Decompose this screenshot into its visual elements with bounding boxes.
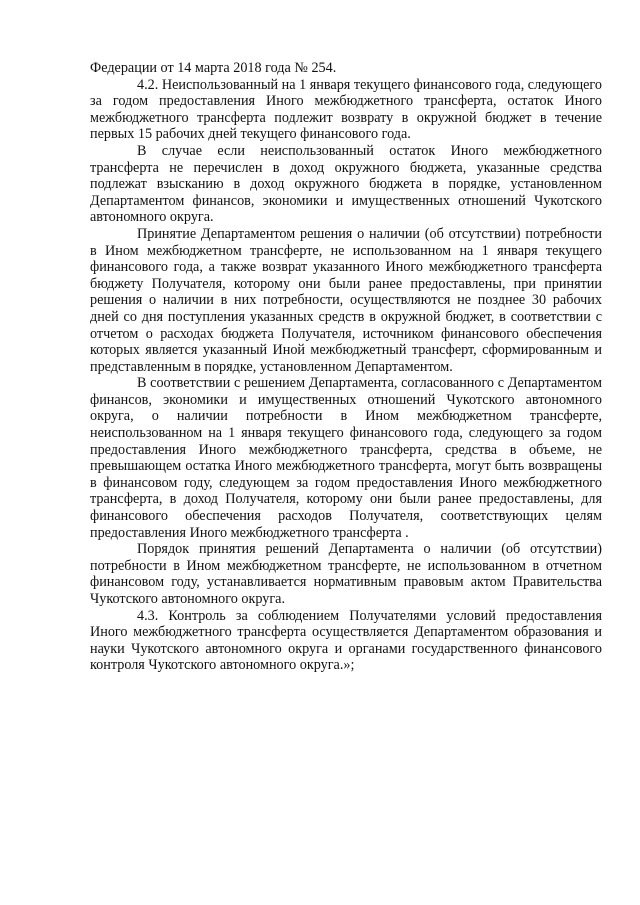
paragraph-unreturned-balance: В случае если неиспользованный остаток Иного межбюджетного трансферта не перечислен в доход окружного бюджета, указанные средства подлежат взысканию в доход окружного бюджета в порядке, установленном Департаментом финансов, экономики и имущественных отношений Чукотского автономного округа. xyxy=(90,142,602,226)
paragraph-department-decision: Принятие Департаментом решения о наличии (об отсутствии) потребности в Ином межбюджетном трансферте, не использованном на 1 января текущего финансового года, а также возврат указанного Иного межбюджетного трансферта бюджету Получателя, которому они были ранее предоставлены, при принятии решения о наличии в них потребности, осуществляются не позднее 30 рабочих дней со дня поступления указанных средств в окружной бюджет, в соответствии с отчетом о расходах бюджета Получателя, источником финансового обеспечения которых является указанный Иной межбюджетный трансферт, сформированным и представленным в порядке, установленном Департаментом. xyxy=(90,225,602,375)
document-page xyxy=(90,60,602,674)
paragraph-4-3: 4.3. Контроль за соблюдением Получателями условий предоставления Иного межбюджетного трансферта осуществляется Департаментом образования и науки Чукотского автономного округа и органами государственного финансового контроля Чукотского автономного округа.»; xyxy=(90,607,602,674)
paragraph-4-2: 4.2. Неиспользованный на 1 января текущего финансового года, следующего за годом предоставления Иного межбюджетного трансферта, остаток Иного межбюджетного трансферта подлежит возврату в окружной бюджет в течение первых 15 рабочих дней текущего финансового года. xyxy=(90,76,602,143)
paragraph-decision-procedure: Порядок принятия решений Департамента о наличии (об отсутствии) потребности в Ином межбюджетном трансферте, не использованном в отчетном финансовом году, устанавливается нормативным правовым актом Правительства Чукотского автономного округа. xyxy=(90,541,602,607)
paragraph-return-funds: В соответствии с решением Департамента, согласованного с Департаментом финансов, экономики и имущественных отношений Чукотского автономного округа, о наличии потребности в Ином межбюджетном трансферте, неиспользованном на 1 января текущего финансового года, следующего за годом предоставления Иного межбюджетного трансферта, средства в объеме, не превышающем остатка Иного межбюджетного трансферта, могут быть возвращены в финансовом году, следующем за годом предоставления Иного межбюджетного трансферта, в доход Получателя, которому они были ранее предоставлены, для финансового обеспечения расходов Получателя, соответствующих целям предоставления Иного межбюджетного трансферта . xyxy=(90,375,602,541)
paragraph-continuation: Федерации от 14 марта 2018 года № 254. xyxy=(90,60,337,76)
